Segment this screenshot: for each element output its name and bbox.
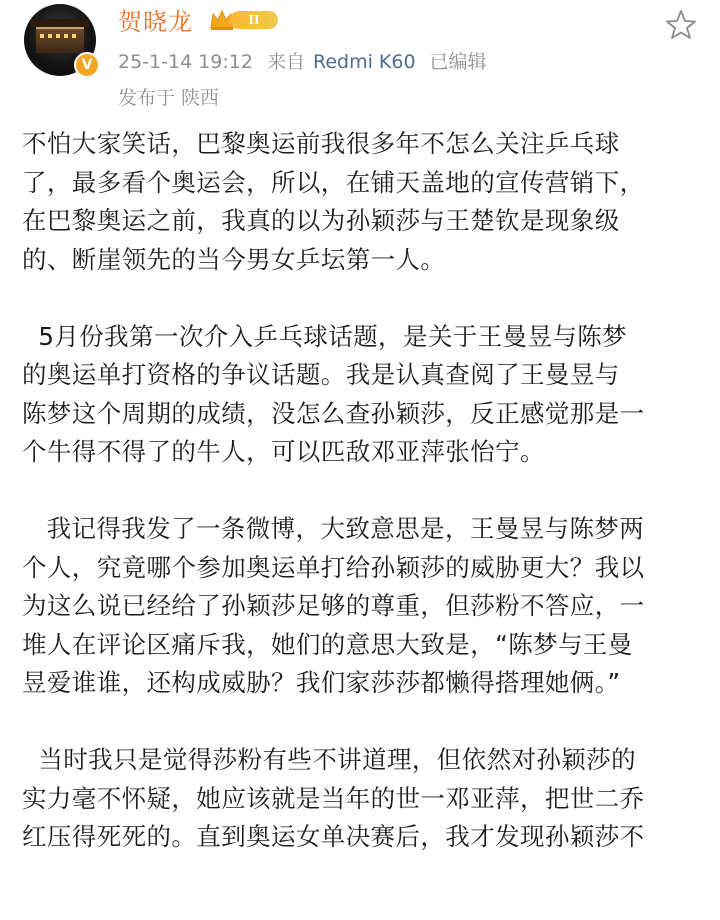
text-line: 不怕大家笑话，巴黎奥运前我很多年不怎么关注乒乓球 bbox=[22, 129, 620, 158]
source-prefix: 来自 bbox=[266, 51, 305, 73]
text-line: 个牛得不得了的牛人，可以匹敌邓亚萍张怡宁。 bbox=[22, 437, 545, 466]
text-line: 的奥运单打资格的争议话题。我是认真查阅了王曼昱与 bbox=[22, 360, 620, 389]
text-line: 我记得我发了一条微博，大致意思是，王曼昱与陈梦两 bbox=[22, 514, 645, 543]
text-line: 实力毫不怀疑，她应该就是当年的世一邓亚萍，把世二乔 bbox=[22, 783, 645, 813]
username[interactable]: 贺晓龙 bbox=[118, 8, 193, 36]
rank-level: II bbox=[230, 11, 278, 29]
text-line: 了，最多看个奥运会，所以，在铺天盖地的宣传营销下， bbox=[22, 167, 645, 197]
text-line: 个人，究竟哪个参加奥运单打给孙颖莎的威胁更大？我以 bbox=[22, 552, 645, 582]
text-line: 昱爱谁谁，还构成威胁？我们家莎莎都懒得搭理她俩。” bbox=[22, 668, 621, 697]
text-line: 红压得死死的。直到奥运女单决赛后，我才发现孙颖莎不 bbox=[22, 822, 645, 851]
edited-label[interactable]: 已编辑 bbox=[429, 51, 487, 73]
text-line: 在巴黎奥运之前，我真的以为孙颖莎与王楚钦是现象级 bbox=[22, 206, 620, 235]
paragraph bbox=[22, 741, 712, 857]
paragraph bbox=[22, 125, 712, 279]
verified-v-icon: V bbox=[74, 52, 100, 78]
device-link[interactable]: Redmi K60 bbox=[312, 51, 416, 73]
post-header bbox=[0, 0, 720, 120]
post-timestamp: 25-1-14 19:12 bbox=[118, 51, 253, 73]
favorite-star-icon[interactable] bbox=[664, 8, 698, 42]
text-line: 堆人在评论区痛斥我，她们的意思大致是，“陈梦与王曼 bbox=[22, 629, 633, 659]
text-line: 陈梦这个周期的成绩，没怎么查孙颖莎，反正感觉那是一 bbox=[22, 398, 645, 428]
text-line: 的、断崖领先的当今男女乒坛第一人。 bbox=[22, 244, 446, 274]
post-location: 发布于 陕西 bbox=[118, 87, 220, 109]
post-body bbox=[22, 125, 712, 895]
text-line: 为这么说已经给了孙颖莎足够的尊重，但莎粉不答应，一 bbox=[22, 591, 645, 620]
post-meta bbox=[118, 47, 487, 74]
rank-badge[interactable] bbox=[208, 8, 280, 32]
text-line: 当时我只是觉得莎粉有些不讲道理，但依然对孙颖莎的 bbox=[22, 745, 636, 774]
paragraph bbox=[22, 510, 712, 703]
text-line: 5月份我第一次介入乒乓球话题，是关于王曼昱与陈梦 bbox=[22, 321, 628, 351]
paragraph bbox=[22, 318, 712, 472]
